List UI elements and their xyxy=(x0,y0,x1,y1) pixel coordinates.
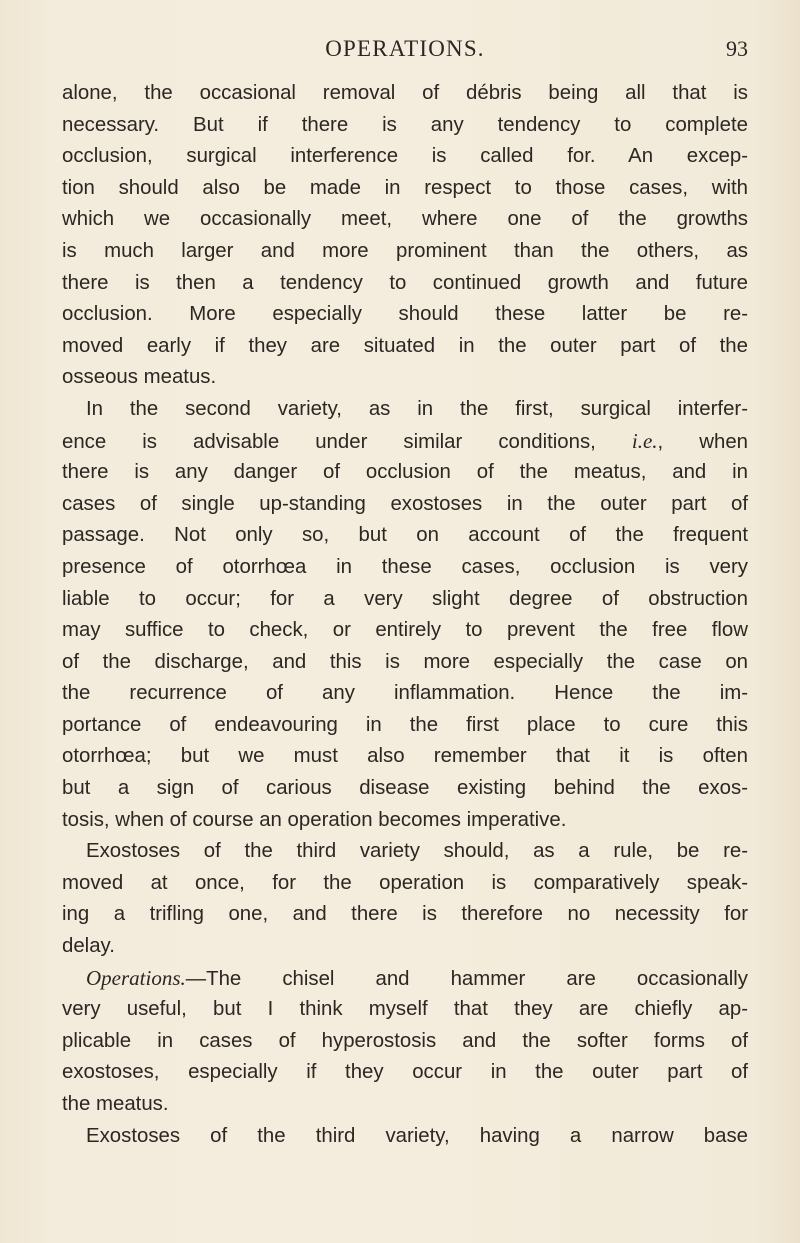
text-line: tion should also be made in respect to those cases, with xyxy=(62,176,748,199)
text-segment: ence is advisable under similar conditions, xyxy=(62,430,632,453)
text-line: plicable in cases of hyperostosis and the softer forms of xyxy=(62,1029,748,1052)
running-header xyxy=(62,34,748,64)
text-line: osseous meatus. xyxy=(62,366,217,389)
text-segment: —The chisel and hammer are occasionally xyxy=(185,967,748,990)
text-line: very useful, but I think myself that they are chiefly ap- xyxy=(62,998,748,1021)
text-line: Exostoses of the third variety, having a narrow base xyxy=(86,1124,748,1147)
text-line: there is then a tendency to continued growth and future xyxy=(62,271,748,294)
text-line: there is any danger of occlusion of the meatus, and in xyxy=(62,461,748,484)
section-heading-italic: Operations. xyxy=(86,965,186,990)
text-line: the meatus. xyxy=(62,1093,169,1115)
text-line: which we occasionally meet, where one of the growths xyxy=(62,208,748,231)
text-line: necessary. But if there is any tendency to complete xyxy=(62,113,748,136)
page-number: 93 xyxy=(726,36,748,61)
text-line: cases of single up-standing exostoses in the outer part of xyxy=(62,492,748,515)
text-line: passage. Not only so, but on account of the frequent xyxy=(62,524,748,547)
text-line xyxy=(62,963,748,995)
text-line: exostoses, especially if they occur in the outer part of xyxy=(62,1061,748,1084)
text-line: liable to occur; for a very slight degree of obstruction xyxy=(62,587,748,610)
text-segment: , when xyxy=(657,430,749,453)
text-line: Exostoses of the third variety should, as a rule, be re- xyxy=(86,840,748,863)
text-line: occlusion. More especially should these latter be re- xyxy=(62,303,748,326)
text-line: moved early if they are situated in the outer part of the xyxy=(62,334,748,357)
text-line xyxy=(62,426,748,458)
text-line: the recurrence of any inflammation. Hence the im- xyxy=(62,682,748,705)
text-line: is much larger and more prominent than the others, as xyxy=(62,239,748,262)
text-line: may suffice to check, or entirely to prevent the free flow xyxy=(62,619,748,642)
text-line: occlusion, surgical interference is called for. An excep- xyxy=(62,145,748,168)
text-line: presence of otorrhœa in these cases, occlusion is very xyxy=(62,555,748,578)
text-line: tosis, when of course an operation becomes imperative. xyxy=(62,808,567,831)
text-line: portance of endeavouring in the first place to cure this xyxy=(62,713,748,736)
text-line: In the second variety, as in the first, surgical interfer- xyxy=(86,397,748,420)
text-line: ing a trifling one, and there is therefore no necessity for xyxy=(62,903,748,926)
italic-abbreviation: i.e. xyxy=(631,428,658,453)
text-line: otorrhœa; but we must also remember that it is often xyxy=(62,745,748,768)
text-line: but a sign of carious disease existing behind the exos- xyxy=(62,777,748,800)
body-text xyxy=(62,78,748,1152)
text-line: moved at once, for the operation is comparatively speak- xyxy=(62,871,748,894)
running-title: OPERATIONS. xyxy=(325,36,485,61)
text-line: alone, the occasional removal of débris being all that is xyxy=(62,82,748,104)
text-line: of the discharge, and this is more especially the case on xyxy=(62,650,748,673)
text-line: delay. xyxy=(62,935,115,958)
